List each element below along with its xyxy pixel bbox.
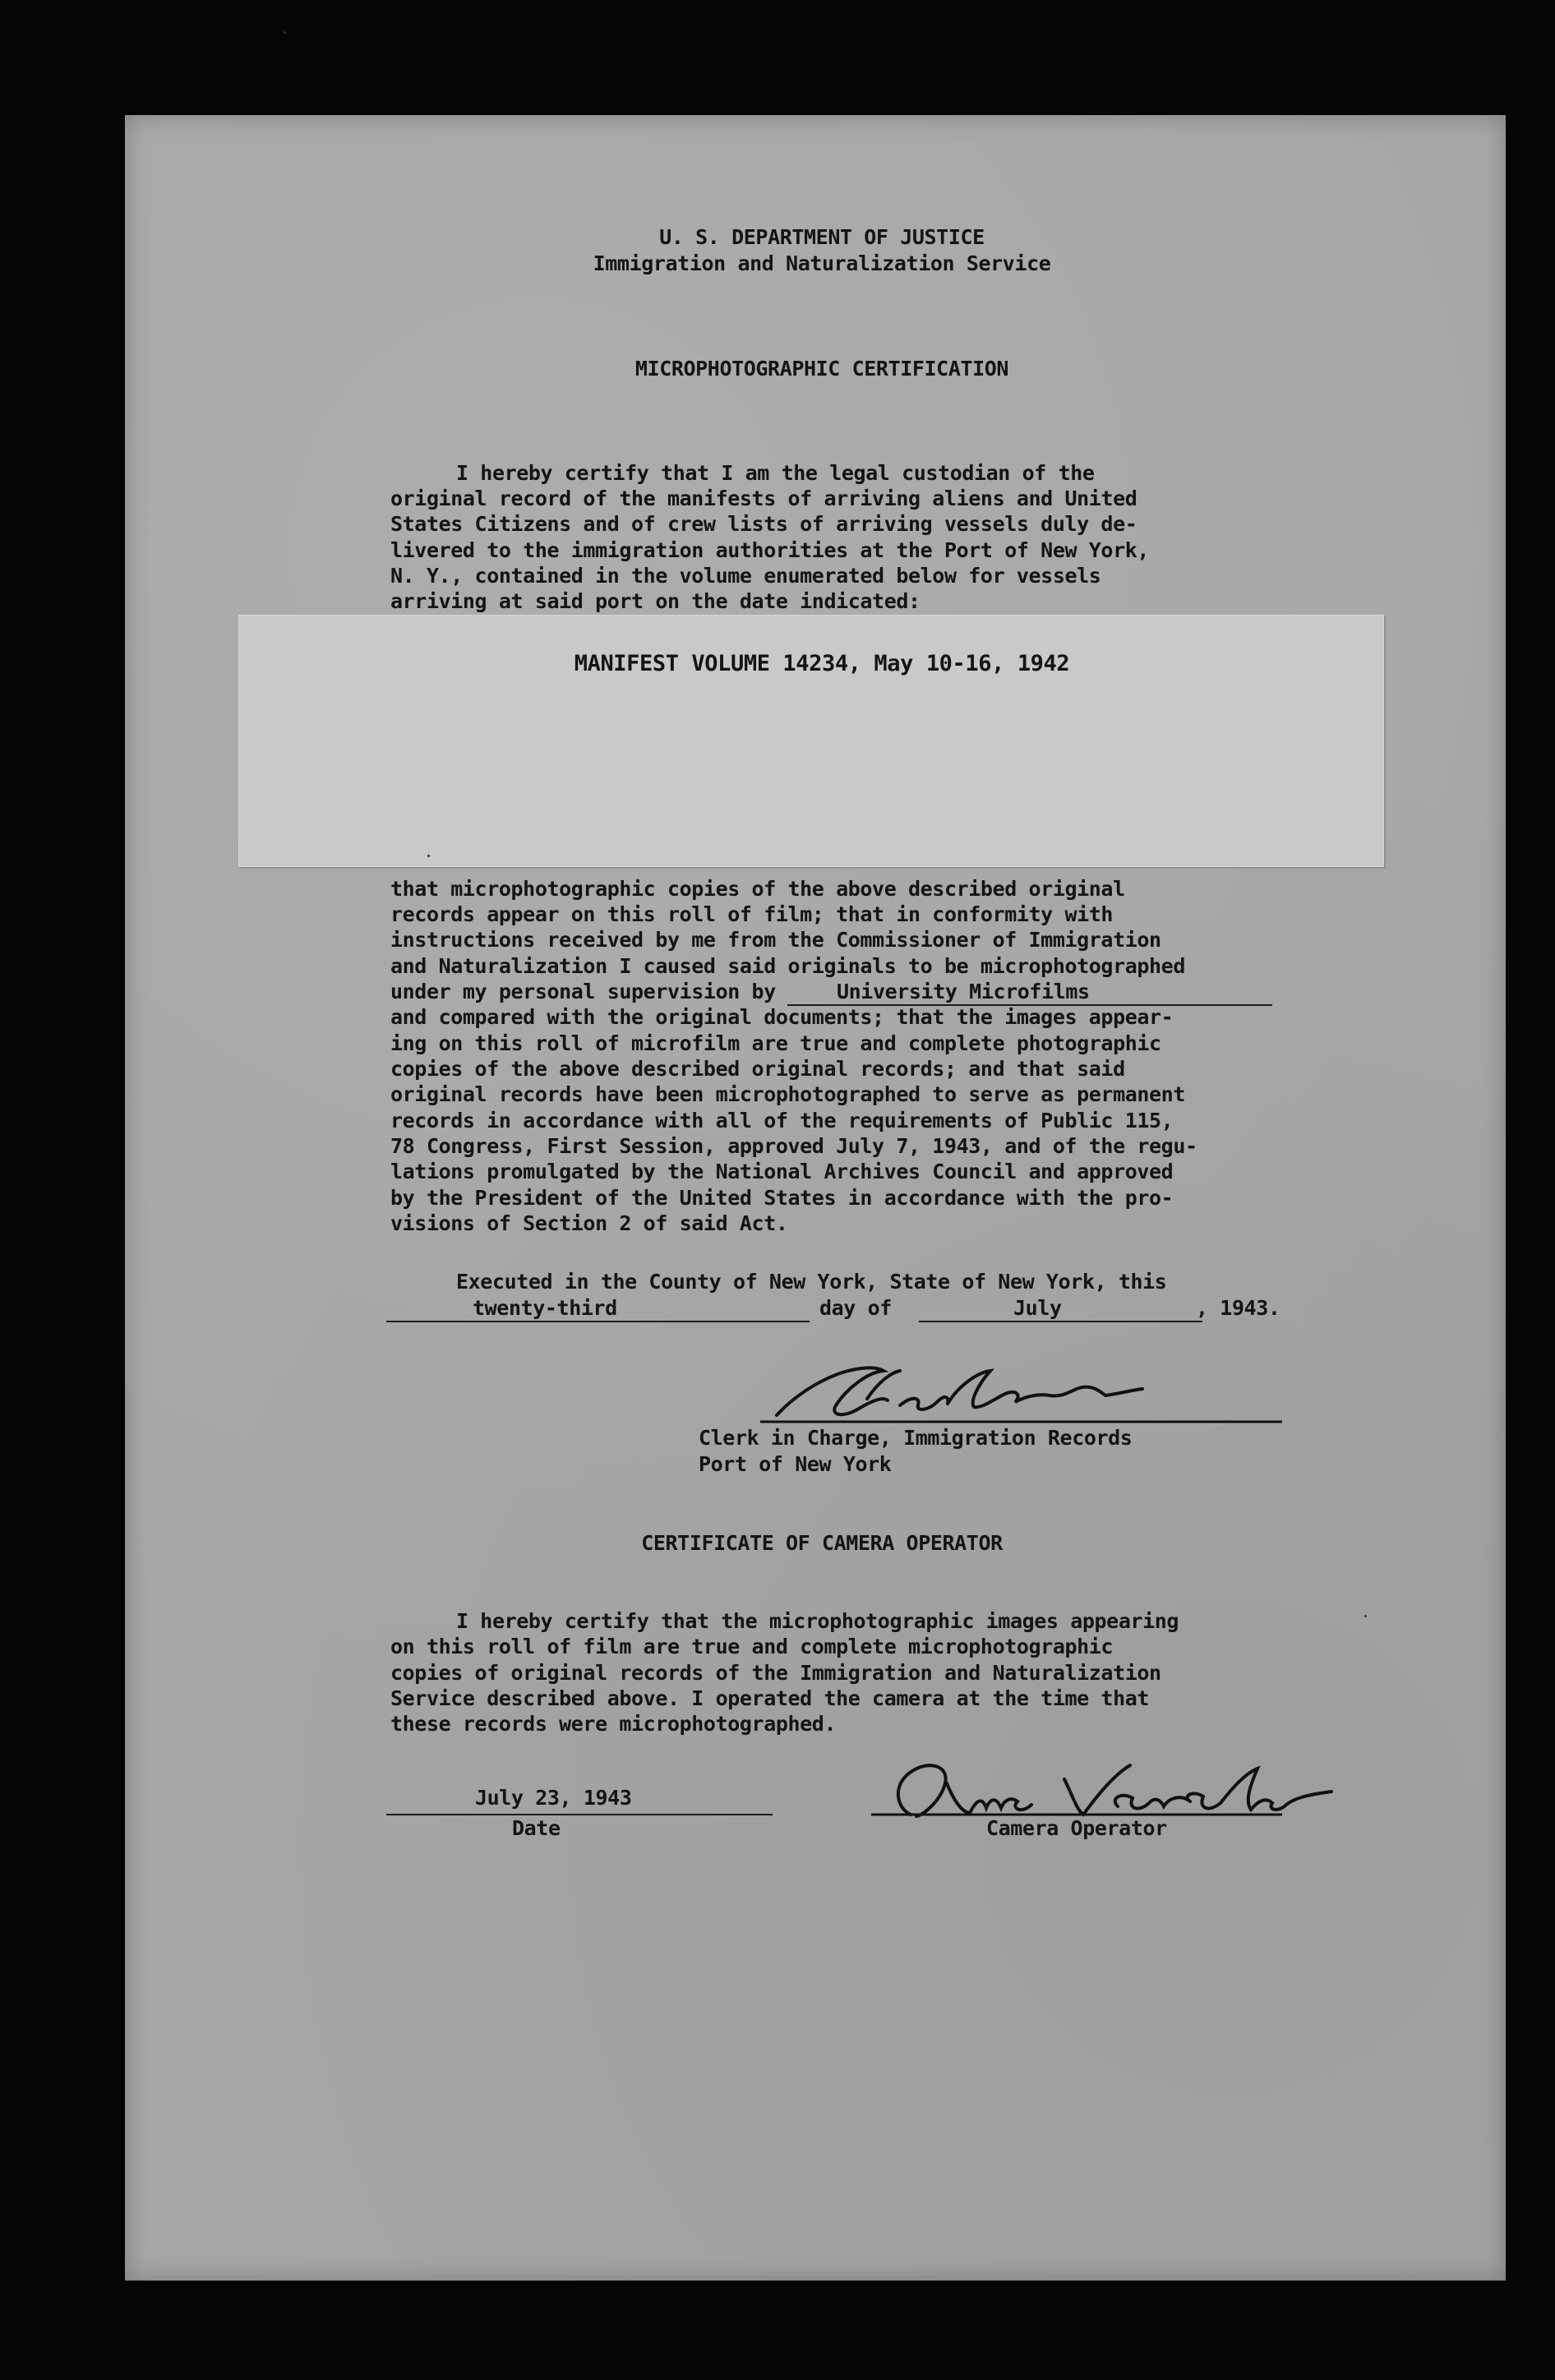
- date-label: Date: [512, 1816, 561, 1840]
- body-line: and compared with the original documents; that the images appear-: [390, 1005, 1174, 1029]
- body-line: copies of the above described original records; and that said: [390, 1057, 1125, 1081]
- operator-date: July 23, 1943: [475, 1786, 632, 1810]
- executed-day: twenty-third: [473, 1296, 617, 1320]
- body-line: records appear on this roll of film; that in conformity with: [390, 902, 1114, 926]
- body-line: original records have been microphotographed to serve as permanent: [390, 1082, 1185, 1106]
- body-line: 78 Congress, First Session, approved July 7, 1943, and of the regu-: [390, 1134, 1197, 1158]
- camera-operator-label: Camera Operator: [986, 1816, 1167, 1840]
- page-title: MICROPHOTOGRAPHIC CERTIFICATION: [634, 357, 1009, 381]
- month-underline: [919, 1321, 1202, 1322]
- day-of-label: day of: [819, 1296, 892, 1320]
- body-line: ing on this roll of microfilm are true and complete photographic: [390, 1031, 1161, 1055]
- camera-line: on this roll of film are true and complete microphotographic: [390, 1635, 1114, 1658]
- executed-year: , 1943.: [1196, 1296, 1280, 1320]
- executed-line: Executed in the County of New York, State of New York, this: [456, 1270, 1167, 1294]
- certification-line: livered to the immigration authorities at the Port of New York,: [390, 538, 1150, 562]
- body-line: lations promulgated by the National Archives Council and approved: [390, 1160, 1174, 1183]
- department-heading: U. S. DEPARTMENT OF JUSTICE: [659, 225, 985, 249]
- certification-line: original record of the manifests of arriving aliens and United: [390, 487, 1137, 510]
- clerk-signature: [744, 1348, 1286, 1430]
- camera-line: these records were microphotographed.: [390, 1712, 837, 1736]
- body-line: instructions received by me from the Commissioner of Immigration: [390, 928, 1161, 952]
- film-speck: [1364, 1615, 1367, 1617]
- film-speck: [427, 855, 430, 857]
- certification-line: arriving at said port on the date indicated:: [390, 589, 921, 613]
- body-line: records in accordance with all of the requirements of Public 115,: [390, 1109, 1174, 1132]
- body-line: under my personal supervision by: [390, 980, 776, 1003]
- camera-line: copies of original records of the Immigration and Naturalization: [390, 1661, 1161, 1685]
- body-line: and Naturalization I caused said originals to be microphotographed: [390, 954, 1185, 978]
- certification-line: States Citizens and of crew lists of arriving vessels duly de-: [390, 512, 1137, 536]
- day-underline: [386, 1321, 810, 1322]
- supervisor-name: University Microfilms: [837, 980, 1090, 1003]
- certification-line: N. Y., contained in the volume enumerated below for vessels: [390, 564, 1101, 588]
- body-line: visions of Section 2 of said Act.: [390, 1211, 788, 1235]
- camera-heading: CERTIFICATE OF CAMERA OPERATOR: [641, 1531, 1003, 1555]
- film-speck: [284, 31, 286, 34]
- clerk-title: Clerk in Charge, Immigration Records: [699, 1426, 1133, 1450]
- date-underline: [386, 1814, 773, 1815]
- clerk-port: Port of New York: [699, 1452, 892, 1476]
- body-line: that microphotographic copies of the above described original: [390, 877, 1125, 901]
- service-heading: Immigration and Naturalization Service: [593, 251, 1051, 275]
- executed-month: July: [1013, 1296, 1062, 1320]
- camera-line: I hereby certify that the microphotographic images appearing: [456, 1609, 1179, 1633]
- manifest-volume-label: MANIFEST VOLUME 14234, May 10-16, 1942: [574, 651, 1070, 676]
- certification-line: I hereby certify that I am the legal custodian of the: [456, 461, 1095, 485]
- body-line: by the President of the United States in accordance with the pro-: [390, 1186, 1174, 1210]
- camera-line: Service described above. I operated the camera at the time that: [390, 1686, 1150, 1710]
